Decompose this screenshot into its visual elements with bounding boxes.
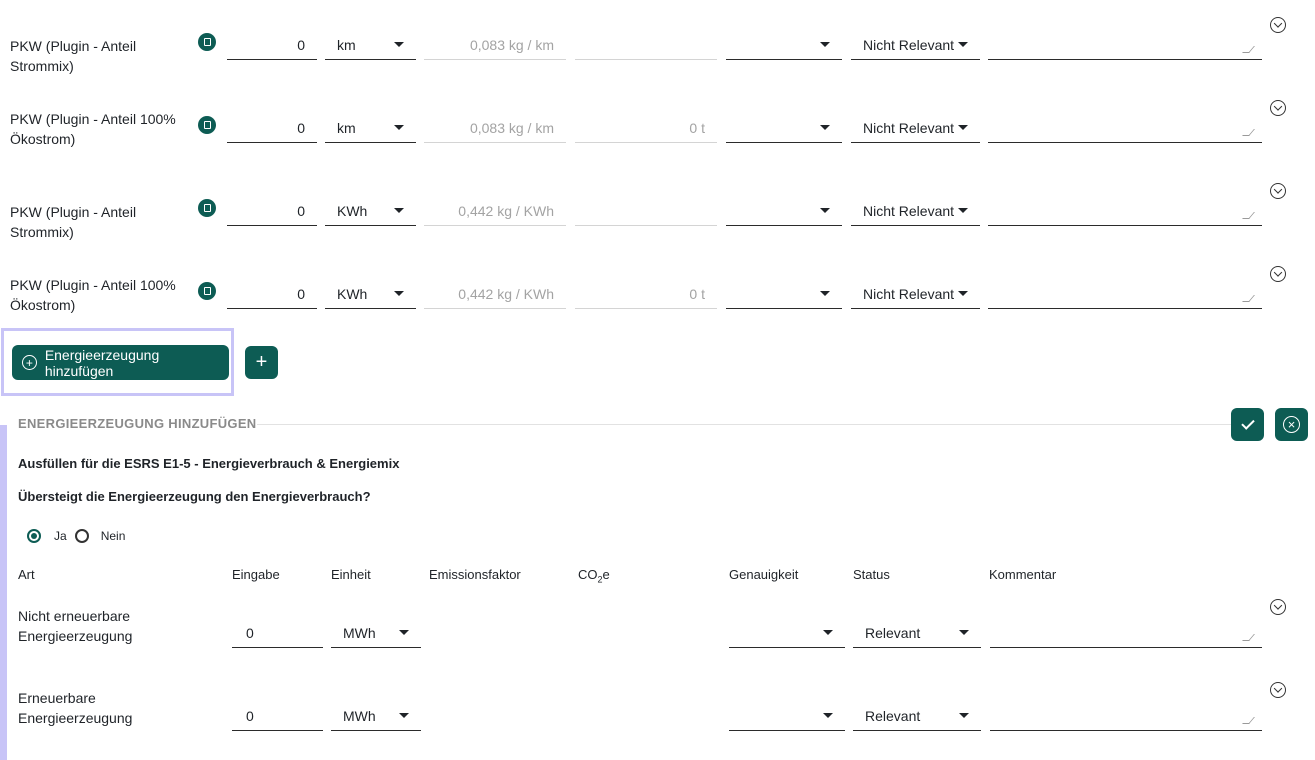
resize-handle-icon xyxy=(1242,46,1255,53)
chevron-down-icon xyxy=(958,42,968,47)
unit-value: MWh xyxy=(343,624,376,641)
row-label: PKW (Plugin - Anteil 100% Ökostrom) xyxy=(10,111,176,147)
row-label: PKW (Plugin - Anteil Strommix) xyxy=(10,204,137,240)
accuracy-select[interactable] xyxy=(726,30,842,60)
emission-factor-field: 0,442 kg / KWh xyxy=(424,279,566,309)
co2e-field xyxy=(575,30,717,60)
row-label: Nicht erneuerbare Energieerzeugung xyxy=(18,608,133,644)
check-icon xyxy=(1241,416,1254,429)
chevron-down-icon xyxy=(958,125,968,130)
emission-factor-field: 0,083 kg / km xyxy=(424,113,566,143)
status-select[interactable] xyxy=(853,618,981,648)
chevron-down-icon xyxy=(394,125,404,130)
expand-chevron-icon[interactable] xyxy=(1270,682,1286,698)
unit-value: KWh xyxy=(337,202,368,219)
accuracy-select[interactable] xyxy=(729,618,845,648)
unit-select[interactable] xyxy=(331,701,421,731)
comment-textarea[interactable] xyxy=(988,18,1262,60)
status-select[interactable] xyxy=(851,196,980,226)
add-energy-generation-button[interactable] xyxy=(12,345,229,380)
amount-input[interactable]: 0 xyxy=(232,701,323,731)
header-genauigkeit: Genauigkeit xyxy=(729,567,799,582)
unit-value: MWh xyxy=(343,707,376,724)
emission-factor-field: 0,442 kg / KWh xyxy=(424,196,566,226)
status-value: Nicht Relevant xyxy=(863,285,955,302)
section-question: Übersteigt die Energieerzeugung den Energieverbrauch? xyxy=(18,489,371,504)
close-circle-icon: × xyxy=(1283,416,1300,433)
chevron-down-icon xyxy=(820,42,830,47)
status-value: Relevant xyxy=(865,624,921,641)
copy-icon[interactable] xyxy=(198,116,216,134)
chevron-down-icon xyxy=(394,291,404,296)
expand-chevron-icon[interactable] xyxy=(1270,183,1286,199)
amount-input[interactable]: 0 xyxy=(227,113,317,143)
chevron-down-icon xyxy=(399,630,409,635)
chevron-down-icon xyxy=(959,713,969,718)
co2e-field: 0 t xyxy=(575,279,717,309)
accuracy-select[interactable] xyxy=(726,113,842,143)
row-label: PKW (Plugin - Anteil Strommix) xyxy=(10,38,137,74)
section-accent-bar xyxy=(0,425,7,760)
resize-handle-icon xyxy=(1242,129,1255,136)
unit-select[interactable] xyxy=(325,196,416,226)
expand-chevron-icon[interactable] xyxy=(1270,266,1286,282)
section-divider xyxy=(257,424,1247,425)
status-select[interactable] xyxy=(853,701,981,731)
header-einheit: Einheit xyxy=(331,567,371,582)
cancel-button[interactable] xyxy=(1275,408,1308,441)
chevron-down-icon xyxy=(958,208,968,213)
chevron-down-icon xyxy=(823,630,833,635)
header-co2e: $CO_2e$ xyxy=(578,567,610,585)
header-eingabe: Eingabe xyxy=(232,567,280,582)
resize-handle-icon xyxy=(1242,212,1255,219)
unit-select[interactable] xyxy=(325,113,416,143)
chevron-down-icon xyxy=(959,630,969,635)
expand-chevron-icon[interactable] xyxy=(1270,17,1286,33)
confirm-button[interactable] xyxy=(1231,408,1264,441)
chevron-down-icon xyxy=(399,713,409,718)
comment-textarea[interactable] xyxy=(990,689,1262,731)
status-select[interactable] xyxy=(851,279,980,309)
unit-select[interactable] xyxy=(331,618,421,648)
chevron-down-icon xyxy=(820,291,830,296)
plus-circle-icon: + xyxy=(22,355,37,370)
radio-yes[interactable] xyxy=(27,529,41,543)
header-art: Art xyxy=(18,567,35,582)
unit-value: km xyxy=(337,36,356,53)
status-select[interactable] xyxy=(851,30,980,60)
accuracy-select[interactable] xyxy=(726,196,842,226)
radio-group xyxy=(27,529,125,543)
chevron-down-icon xyxy=(820,125,830,130)
expand-chevron-icon[interactable] xyxy=(1270,100,1286,116)
amount-input[interactable]: 0 xyxy=(227,30,317,60)
resize-handle-icon xyxy=(1242,295,1255,302)
header-kommentar: Kommentar xyxy=(989,567,1057,582)
comment-textarea[interactable] xyxy=(990,606,1262,648)
accuracy-select[interactable] xyxy=(726,279,842,309)
emission-factor-field: 0,083 kg / km xyxy=(424,30,566,60)
header-emissionsfaktor: Emissionsfaktor xyxy=(429,567,521,582)
unit-value: KWh xyxy=(337,285,368,302)
chevron-down-icon xyxy=(958,291,968,296)
status-value: Relevant xyxy=(865,707,921,724)
amount-input[interactable]: 0 xyxy=(232,618,323,648)
section-title: ENERGIEERZEUGUNG HINZUFÜGEN xyxy=(18,416,257,431)
expand-chevron-icon[interactable] xyxy=(1270,599,1286,615)
unit-value: km xyxy=(337,119,356,136)
radio-no-label: Nein xyxy=(100,529,126,543)
radio-yes-label: Ja xyxy=(54,529,67,543)
amount-input[interactable]: 0 xyxy=(227,196,317,226)
resize-handle-icon xyxy=(1242,717,1255,724)
radio-no[interactable] xyxy=(75,529,89,543)
add-button-label: Energieerzeugung hinzufügen xyxy=(44,346,160,379)
status-value: Nicht Relevant xyxy=(863,202,955,219)
resize-handle-icon xyxy=(1242,634,1255,641)
row-label: PKW (Plugin - Anteil 100% Ökostrom) xyxy=(10,277,176,313)
co2e-field: 0 t xyxy=(575,113,717,143)
comment-textarea[interactable] xyxy=(988,267,1262,309)
unit-select[interactable] xyxy=(325,279,416,309)
chevron-down-icon xyxy=(823,713,833,718)
comment-textarea[interactable] xyxy=(988,101,1262,143)
chevron-down-icon xyxy=(394,208,404,213)
chevron-down-icon xyxy=(820,208,830,213)
comment-textarea[interactable] xyxy=(988,184,1262,226)
unit-select[interactable] xyxy=(325,30,416,60)
section-subtitle: Ausfüllen für die ESRS E1-5 - Energieverbrauch & Energiemix xyxy=(18,456,400,471)
copy-icon[interactable] xyxy=(198,199,216,217)
co2e-field xyxy=(575,196,717,226)
status-value: Nicht Relevant xyxy=(863,119,955,136)
amount-input[interactable]: 0 xyxy=(227,279,317,309)
status-select[interactable] xyxy=(851,113,980,143)
chevron-down-icon xyxy=(394,42,404,47)
header-status: Status xyxy=(853,567,890,582)
status-value: Nicht Relevant xyxy=(863,36,955,53)
add-plus-button[interactable]: + xyxy=(245,346,278,379)
copy-icon[interactable] xyxy=(198,282,216,300)
accuracy-select[interactable] xyxy=(729,701,845,731)
copy-icon[interactable] xyxy=(198,33,216,51)
row-label: Erneuerbare Energieerzeugung xyxy=(18,690,133,726)
